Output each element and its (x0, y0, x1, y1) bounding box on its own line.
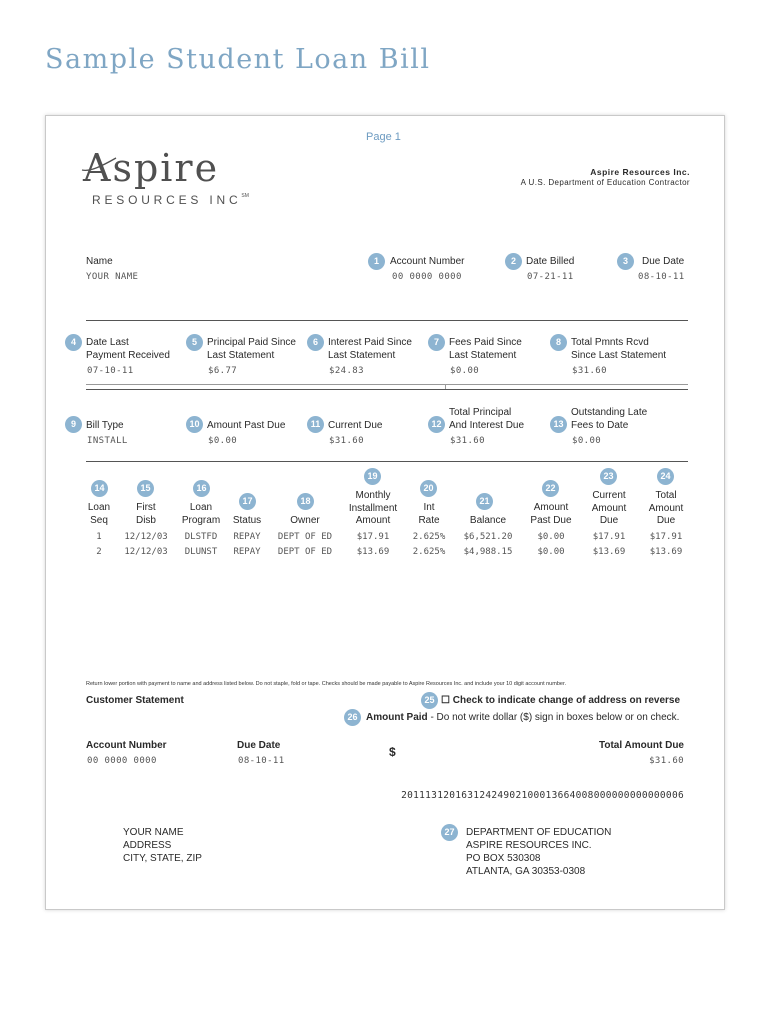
due-date-label: Due Date (642, 256, 685, 267)
header-monthly-installment: Monthly Installment Amount (348, 490, 398, 526)
callout-badge-4: 4 (65, 334, 82, 351)
header-current-amount-due: Current Amount Due (591, 490, 627, 526)
bill-type-label: Bill Type (86, 420, 124, 431)
sender-address: YOUR NAME ADDRESS CITY, STATE, ZIP (123, 827, 202, 864)
cell-program: DLUNST (184, 547, 218, 557)
cell-past-due: $0.00 (537, 547, 565, 557)
stub-account-number-value: 00 0000 0000 (87, 756, 157, 766)
change-address-checkbox[interactable]: ☐ Check to indicate change of address on reverse (441, 695, 681, 706)
header-total-amount-due: Total Amount Due (648, 490, 684, 526)
logo-subtitle: RESOURCES INC℠ (92, 193, 249, 207)
divider (445, 384, 446, 389)
header-first-disb: First Disb (135, 502, 156, 526)
total-principal-interest-value: $31.60 (450, 436, 485, 446)
cell-total-due: $13.69 (649, 547, 683, 557)
amount-paid-field[interactable]: $ (389, 745, 396, 759)
total-principal-interest-label: Total Principal And Interest Due (449, 407, 525, 431)
page-number: Page 1 (366, 131, 401, 143)
return-instructions: Return lower portion with payment to name and address listed below. Do not staple, fold or tape. Checks should be made payable to Aspire Resources Inc. and include your 10 digit account number. (86, 681, 567, 687)
callout-badge-23: 23 (600, 468, 617, 485)
callout-badge-19: 19 (364, 468, 381, 485)
header-loan-program: Loan Program (181, 502, 221, 526)
total-payments-value: $31.60 (572, 366, 607, 376)
cell-total-due: $17.91 (649, 532, 683, 542)
callout-badge-11: 11 (307, 416, 324, 433)
date-last-payment-label: Date Last Payment Received (86, 337, 170, 361)
header-owner: Owner (290, 515, 320, 526)
fees-paid-label: Fees Paid Since Last Statement (449, 337, 522, 361)
callout-badge-20: 20 (420, 480, 437, 497)
divider (86, 461, 688, 462)
callout-badge-1: 1 (368, 253, 385, 270)
cell-program: DLSTFD (184, 532, 218, 542)
cell-current-due: $13.69 (592, 547, 626, 557)
callout-badge-10: 10 (186, 416, 203, 433)
callout-badge-22: 22 (542, 480, 559, 497)
bill-page (45, 115, 725, 910)
callout-badge-14: 14 (91, 480, 108, 497)
interest-paid-label: Interest Paid Since Last Statement (328, 337, 412, 361)
stub-due-date-value: 08-10-11 (238, 756, 285, 766)
cell-owner: DEPT OF ED (277, 547, 333, 557)
date-billed-label: Date Billed (526, 256, 575, 267)
principal-paid-value: $6.77 (208, 366, 238, 376)
callout-badge-17: 17 (239, 493, 256, 510)
due-date-value: 08-10-11 (638, 272, 685, 282)
ocr-scan-line: 20111312016312424902100013664008000000000000006 (401, 790, 684, 801)
callout-badge-18: 18 (297, 493, 314, 510)
amount-past-due-label: Amount Past Due (207, 420, 286, 431)
callout-badge-25: 25 (421, 692, 438, 709)
cell-status: REPAY (233, 547, 261, 557)
date-billed-value: 07-21-11 (527, 272, 574, 282)
fees-paid-value: $0.00 (450, 366, 480, 376)
header-amount-past-due: Amount Past Due (530, 502, 572, 526)
amount-past-due-value: $0.00 (208, 436, 238, 446)
company-subtitle: A U.S. Department of Education Contractor (520, 178, 690, 187)
late-fees-label: Outstanding Late Fees to Date (571, 407, 648, 431)
callout-badge-27: 27 (441, 824, 458, 841)
document-title: Sample Student Loan Bill (45, 44, 431, 75)
cell-status: REPAY (233, 532, 261, 542)
divider (86, 320, 688, 321)
stub-account-number-label: Account Number (86, 740, 167, 751)
callout-badge-7: 7 (428, 334, 445, 351)
callout-badge-15: 15 (137, 480, 154, 497)
callout-badge-6: 6 (307, 334, 324, 351)
current-due-value: $31.60 (329, 436, 364, 446)
amount-paid-instructions: Amount Paid - Do not write dollar ($) sign in boxes below or on check. (366, 712, 680, 723)
header-int-rate: Int Rate (418, 502, 440, 526)
current-due-label: Current Due (328, 420, 383, 431)
stub-total-due-label: Total Amount Due (599, 740, 684, 751)
stub-total-due-value: $31.60 (649, 756, 684, 766)
cell-monthly: $13.69 (356, 547, 390, 557)
name-label: Name (86, 256, 113, 267)
callout-badge-9: 9 (65, 416, 82, 433)
callout-badge-21: 21 (476, 493, 493, 510)
account-number-value: 00 0000 0000 (392, 272, 462, 282)
late-fees-value: $0.00 (572, 436, 602, 446)
logo-wordmark: Aspire (83, 146, 220, 190)
cell-owner: DEPT OF ED (277, 532, 333, 542)
callout-badge-2: 2 (505, 253, 522, 270)
remit-address: DEPARTMENT OF EDUCATION ASPIRE RESOURCES INC. PO BOX 530308 ATLANTA, GA 30353-0308 (466, 827, 612, 877)
stub-due-date-label: Due Date (237, 740, 281, 751)
callout-badge-8: 8 (550, 334, 567, 351)
header-loan-seq: Loan Seq (87, 502, 111, 526)
callout-badge-24: 24 (657, 468, 674, 485)
cell-rate: 2.625% (412, 547, 446, 557)
company-name: Aspire Resources Inc. (590, 167, 690, 177)
cell-balance: $6,521.20 (463, 532, 513, 542)
cell-seq: 1 (96, 532, 102, 542)
cell-first-disb: 12/12/03 (124, 547, 168, 557)
callout-badge-3: 3 (617, 253, 634, 270)
callout-badge-12: 12 (428, 416, 445, 433)
header-balance: Balance (469, 515, 507, 526)
callout-badge-13: 13 (550, 416, 567, 433)
header-status: Status (232, 515, 262, 526)
divider (86, 384, 688, 385)
callout-badge-26: 26 (344, 709, 361, 726)
bill-type-value: INSTALL (87, 436, 128, 446)
cell-seq: 2 (96, 547, 102, 557)
total-payments-label: Total Pmnts Rcvd Since Last Statement (571, 337, 667, 361)
customer-statement-heading: Customer Statement (86, 695, 184, 706)
interest-paid-value: $24.83 (329, 366, 364, 376)
name-value: YOUR NAME (86, 272, 139, 282)
cell-past-due: $0.00 (537, 532, 565, 542)
cell-monthly: $17.91 (356, 532, 390, 542)
account-number-label: Account Number (390, 256, 465, 267)
date-last-payment-value: 07-10-11 (87, 366, 134, 376)
cell-rate: 2.625% (412, 532, 446, 542)
principal-paid-label: Principal Paid Since Last Statement (207, 337, 296, 361)
callout-badge-5: 5 (186, 334, 203, 351)
callout-badge-16: 16 (193, 480, 210, 497)
cell-current-due: $17.91 (592, 532, 626, 542)
cell-balance: $4,988.15 (463, 547, 513, 557)
cell-first-disb: 12/12/03 (124, 532, 168, 542)
divider (86, 389, 688, 390)
